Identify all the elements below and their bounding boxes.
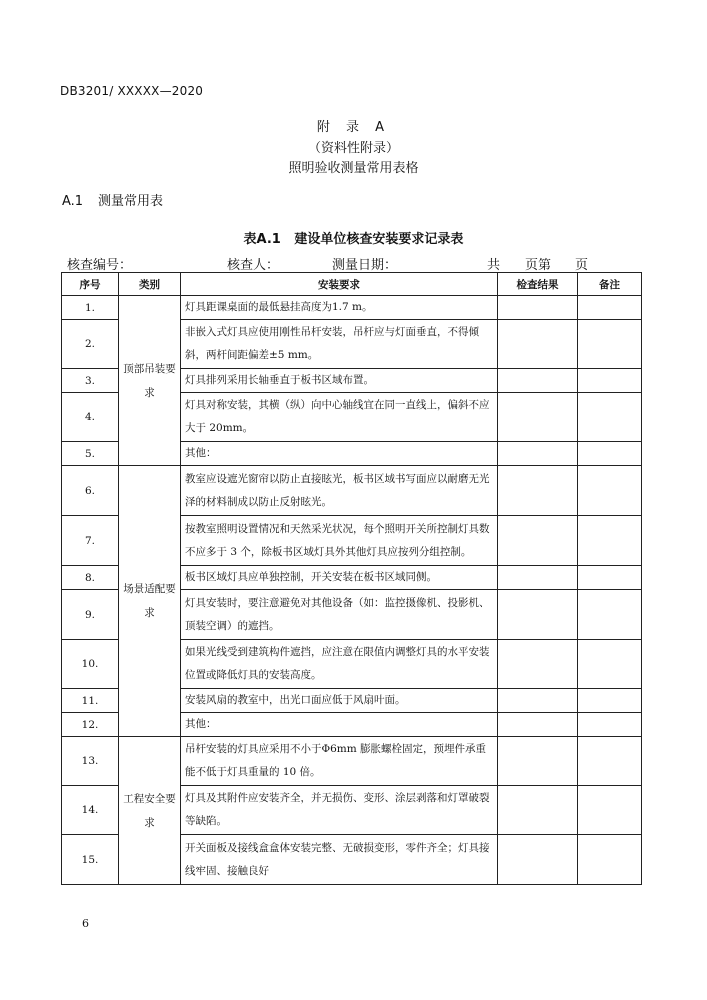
requirement-cell: 如果光线受到建筑构件遮挡，应注意在限值内调整灯具的水平安装位置或降低灯具的安装高度。 <box>181 640 498 689</box>
remark-cell[interactable] <box>578 689 642 713</box>
requirement-cell: 灯具排列采用长轴垂直于板书区域布置。 <box>181 369 498 393</box>
table-row <box>62 466 642 516</box>
requirement-cell: 灯具及其附件应安装齐全，并无损伤、变形、涂层剥落和灯罩破裂等缺陷。 <box>181 786 498 835</box>
remark-cell[interactable] <box>578 320 642 369</box>
remark-cell[interactable] <box>578 369 642 393</box>
remark-cell[interactable] <box>578 393 642 442</box>
row-number: 2. <box>62 320 119 369</box>
result-cell[interactable] <box>498 786 578 835</box>
table-row <box>62 296 642 320</box>
remark-cell[interactable] <box>578 590 642 640</box>
row-number: 14. <box>62 786 119 835</box>
result-cell[interactable] <box>498 516 578 566</box>
remark-cell[interactable] <box>578 466 642 516</box>
section-number: A.1 <box>62 194 84 209</box>
table-caption <box>0 228 707 247</box>
requirement-cell: 灯具对称安装，其横（纵）向中心轴线宜在同一直线上，偏斜不应大于 20mm。 <box>181 393 498 442</box>
row-number: 12. <box>62 713 119 737</box>
header-result: 检查结果 <box>498 273 578 296</box>
result-cell[interactable] <box>498 296 578 320</box>
requirement-cell: 其他： <box>181 713 498 737</box>
header-category: 类别 <box>119 273 181 296</box>
requirement-cell: 灯具距课桌面的最低悬挂高度为1.7 m。 <box>181 296 498 320</box>
row-number: 8. <box>62 566 119 590</box>
remark-cell[interactable] <box>578 566 642 590</box>
result-cell[interactable] <box>498 466 578 516</box>
requirement-cell: 开关面板及接线盒盒体安装完整、无破损变形，零件齐全；灯具接线牢固、接触良好 <box>181 835 498 885</box>
table-info-row <box>67 254 637 272</box>
requirement-cell: 灯具安装时，要注意避免对其他设备（如：监控摄像机、投影机、顶装空调）的遮挡。 <box>181 590 498 640</box>
requirements-table <box>61 272 642 885</box>
result-cell[interactable] <box>498 689 578 713</box>
remark-cell[interactable] <box>578 713 642 737</box>
result-cell[interactable] <box>498 442 578 466</box>
result-cell[interactable] <box>498 835 578 885</box>
result-cell[interactable] <box>498 393 578 442</box>
row-number: 7. <box>62 516 119 566</box>
result-cell[interactable] <box>498 320 578 369</box>
total-pages-label: 共 <box>487 258 501 273</box>
requirement-cell: 安装风扇的教室中，出光口面应低于风扇叶面。 <box>181 689 498 713</box>
appendix-subtitle: （资料性附录） <box>307 141 399 156</box>
appendix-name: 照明验收测量常用表格 <box>288 161 419 176</box>
row-number: 9. <box>62 590 119 640</box>
remark-cell[interactable] <box>578 835 642 885</box>
page-number: 6 <box>82 917 89 930</box>
requirement-cell: 板书区域灯具应单独控制，开关安装在板书区域同侧。 <box>181 566 498 590</box>
row-number: 4. <box>62 393 119 442</box>
page-suffix-label: 页 <box>575 258 589 273</box>
requirement-cell: 其他： <box>181 442 498 466</box>
row-number: 6. <box>62 466 119 516</box>
appendix-title: 附 录 A <box>316 120 391 135</box>
remark-cell[interactable] <box>578 786 642 835</box>
result-cell[interactable] <box>498 590 578 640</box>
section-heading <box>62 190 163 209</box>
result-cell[interactable] <box>498 566 578 590</box>
category-cell: 场景适配要求 <box>119 466 181 737</box>
section-title: 测量常用表 <box>98 194 164 209</box>
table-caption-number: 表A.1 <box>243 232 281 247</box>
result-cell[interactable] <box>498 369 578 393</box>
header-no: 序号 <box>62 273 119 296</box>
row-number: 15. <box>62 835 119 885</box>
table-caption-title: 建设单位核查安装要求记录表 <box>294 232 464 247</box>
header-remark: 备注 <box>578 273 642 296</box>
row-number: 3. <box>62 369 119 393</box>
category-cell: 顶部吊装要求 <box>119 296 181 466</box>
remark-cell[interactable] <box>578 640 642 689</box>
remark-cell[interactable] <box>578 737 642 786</box>
document-code: DB3201/ XXXXX—2020 <box>60 84 204 98</box>
header-requirement: 安装要求 <box>181 273 498 296</box>
remark-cell[interactable] <box>578 442 642 466</box>
table-row <box>62 737 642 786</box>
category-cell: 工程安全要求 <box>119 737 181 885</box>
row-number: 5. <box>62 442 119 466</box>
row-number: 11. <box>62 689 119 713</box>
result-cell[interactable] <box>498 640 578 689</box>
result-cell[interactable] <box>498 737 578 786</box>
check-number-label: 核查编号： <box>67 258 133 273</box>
measure-date-label: 测量日期： <box>332 258 398 273</box>
result-cell[interactable] <box>498 713 578 737</box>
checker-label: 核查人： <box>227 258 280 273</box>
remark-cell[interactable] <box>578 516 642 566</box>
requirement-cell: 吊杆安装的灯具应采用不小于Φ6mm 膨胀螺栓固定，预埋件承重能不低于灯具重量的 10 倍。 <box>181 737 498 786</box>
remark-cell[interactable] <box>578 296 642 320</box>
requirement-cell: 教室应设遮光窗帘以防止直接眩光，板书区域书写面应以耐磨无光泽的材料制成以防止反射眩光。 <box>181 466 498 516</box>
table-header-row <box>62 273 642 296</box>
requirement-cell: 按教室照明设置情况和天然采光状况，每个照明开关所控制灯具数不应多于 3 个，除板书区域灯具外其他灯具应按列分组控制。 <box>181 516 498 566</box>
requirement-cell: 非嵌入式灯具应使用刚性吊杆安装，吊杆应与灯面垂直，不得倾斜，两杆间距偏差±5 mm。 <box>181 320 498 369</box>
row-number: 1. <box>62 296 119 320</box>
row-number: 10. <box>62 640 119 689</box>
row-number: 13. <box>62 737 119 786</box>
page-label: 页第 <box>525 258 552 273</box>
